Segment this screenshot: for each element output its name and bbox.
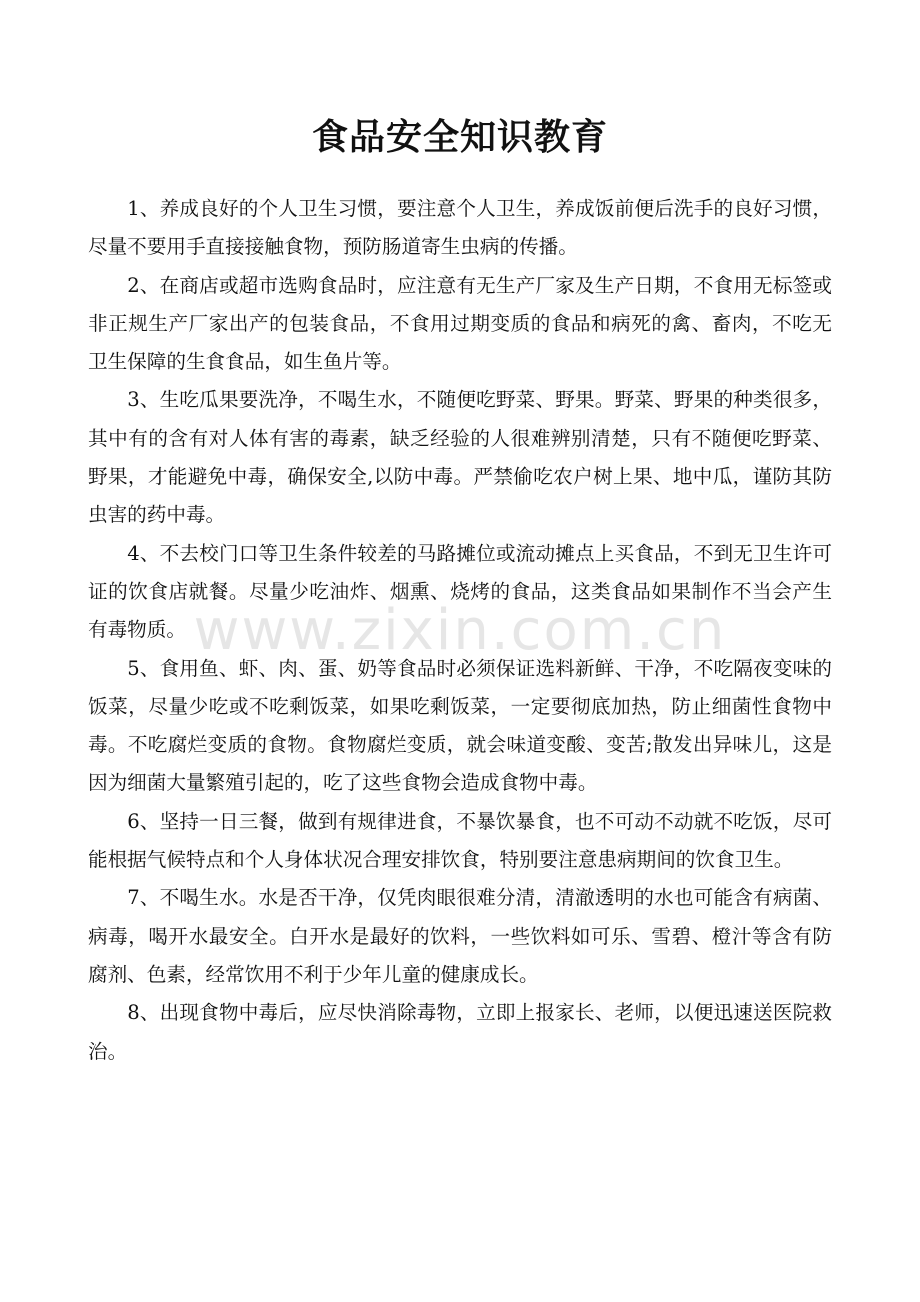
paragraph-1: 1、养成良好的个人卫生习惯，要注意个人卫生，养成饭前便后洗手的良好习惯，尽量不要用手直接接触食物，预防肠道寄生虫病的传播。: [88, 197, 832, 259]
paragraph-8: 8、出现食物中毒后，应尽快消除毒物，立即上报家长、老师，以便迅速送医院救治。: [88, 1001, 832, 1063]
paragraph-5: 5、食用鱼、虾、肉、蛋、奶等食品时必须保证选料新鲜、干净，不吃隔夜变味的饭菜，尽量少吃或不吃剩饭菜，如果吃剩饭菜，一定要彻底加热，防止细菌性食物中毒。不吃腐烂变质的食物。食物腐烂变质，就会味道变酸、变苦;散发出异味儿，这是因为细菌大量繁殖引起的，吃了这些食物会造成食物中毒。: [88, 656, 832, 795]
paragraph-4: 4、不去校门口等卫生条件较差的马路摊位或流动摊点上买食品，不到无卫生许可证的饮食店就餐。尽量少吃油炸、烟熏、烧烤的食品，这类食品如果制作不当会产生有毒物质。: [88, 541, 832, 642]
paragraph-3: 3、生吃瓜果要洗净，不喝生水，不随便吃野菜、野果。野菜、野果的种类很多，其中有的含有对人体有害的毒素，缺乏经验的人很难辨别清楚，只有不随便吃野菜、野果，才能避免中毒，确保安全,以防中毒。严禁偷吃农户树上果、地中瓜，谨防其防虫害的药中毒。: [88, 388, 832, 527]
paragraph-2: 2、在商店或超市选购食品时，应注意有无生产厂家及生产日期，不食用无标签或非正规生产厂家出产的包装食品，不食用过期变质的食品和病死的禽、畜肉，不吃无卫生保障的生食食品，如生鱼片等。: [88, 273, 832, 374]
paragraph-7: 7、不喝生水。水是否干净，仅凭肉眼很难分清，清澈透明的水也可能含有病菌、病毒，喝开水最安全。白开水是最好的饮料，一些饮料如可乐、雪碧、橙汁等含有防腐剂、色素，经常饮用不利于少年儿童的健康成长。: [88, 886, 832, 986]
watermark-text: www.zixin.com.cn: [193, 598, 727, 663]
paragraph-6: 6、坚持一日三餐，做到有规律进食，不暴饮暴食，也不可动不动就不吃饭，尽可能根据气候特点和个人身体状况合理安排饮食，特别要注意患病期间的饮食卫生。: [88, 809, 832, 872]
document-body: [88, 190, 832, 1071]
page-title: 食品安全知识教育: [311, 117, 608, 158]
